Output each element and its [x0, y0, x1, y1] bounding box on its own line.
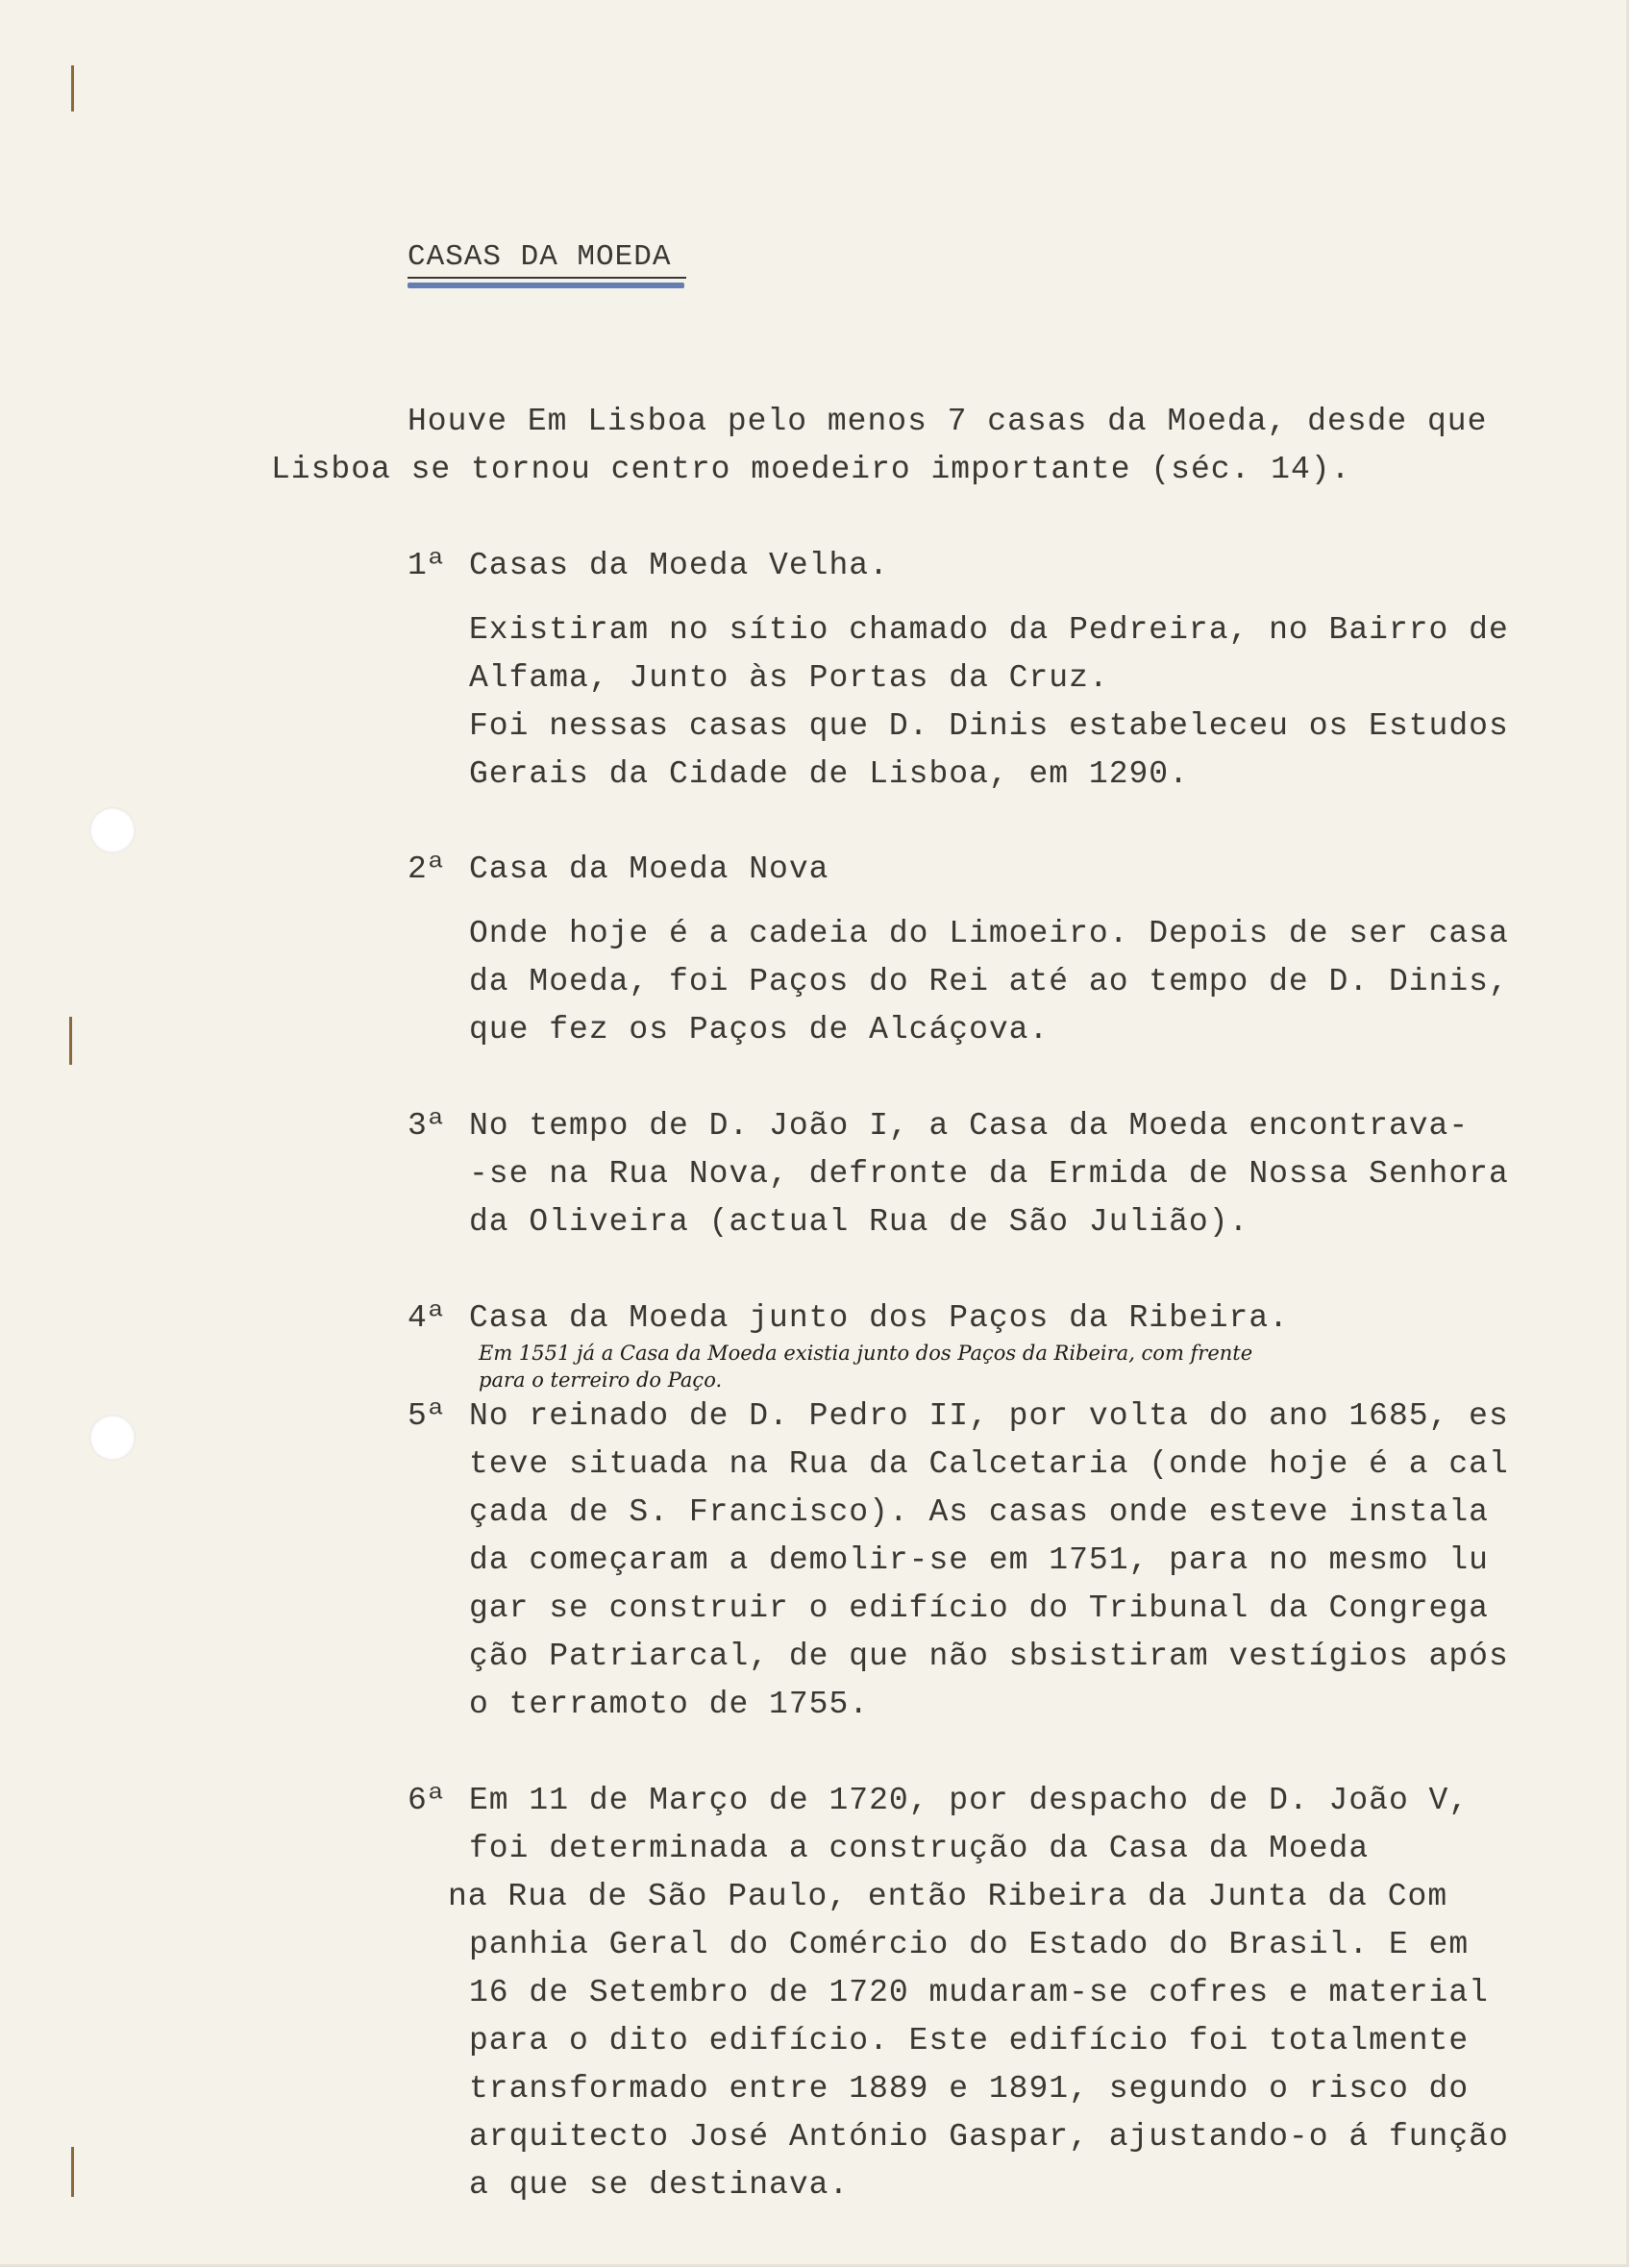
staple-mark-bottom: [71, 2147, 74, 2197]
section-line: Existiram no sítio chamado da Pedreira, no Bairro de: [469, 612, 1509, 648]
punch-hole-upper: [89, 807, 136, 853]
section-line: Gerais da Cidade de Lisboa, em 1290.: [469, 756, 1189, 792]
section-line: Em 11 de Março de 1720, por despacho de D. João V,: [469, 1783, 1470, 1818]
intro-line: Lisboa se tornou centro moedeiro importante (séc. 14).: [271, 452, 1351, 487]
section-line: arquitecto José António Gaspar, ajustando-o á função: [469, 2119, 1509, 2155]
section-number: 1ª: [408, 548, 446, 583]
document-title: CASAS DA MOEDA: [408, 240, 672, 274]
section-line: teve situada na Rua da Calcetaria (onde hoje é a cal: [469, 1446, 1509, 1482]
section-line: para o dito edifício. Este edifício foi totalmente: [469, 2023, 1470, 2058]
section-line: No tempo de D. João I, a Casa da Moeda encontrava-: [469, 1108, 1470, 1144]
staple-mark-top: [71, 65, 74, 111]
section-line: na Rua de São Paulo, então Ribeira da Junta da Com: [448, 1879, 1448, 1914]
section-line: transformado entre 1889 e 1891, segundo o risco do: [469, 2071, 1470, 2107]
section-number: 4ª: [408, 1300, 446, 1336]
section-line: panhia Geral do Comércio do Estado do Brasil. E em: [469, 1927, 1470, 1962]
section-line: No reinado de D. Pedro II, por volta do ano 1685, es: [469, 1398, 1509, 1434]
section-line: 16 de Setembro de 1720 mudaram-se cofres e material: [469, 1975, 1489, 2010]
section-heading: Casa da Moeda Nova: [469, 851, 829, 887]
section-line: a que se destinava.: [469, 2167, 850, 2203]
section-line: da começaram a demolir-se em 1751, para no mesmo lu: [469, 1542, 1489, 1578]
section-heading: Casas da Moeda Velha.: [469, 548, 889, 583]
handwritten-note: para o terreiro do Paço.: [479, 1368, 723, 1392]
section-line: que fez os Paços de Alcáçova.: [469, 1012, 1050, 1048]
section-heading: Casa da Moeda junto dos Paços da Ribeira.: [469, 1300, 1289, 1336]
section-line: foi determinada a construção da Casa da Moeda: [469, 1831, 1370, 1866]
section-line: ção Patriarcal, de que não sbsistiram vestígios após: [469, 1639, 1509, 1674]
staple-mark-middle: [69, 1017, 72, 1065]
section-line: Onde hoje é a cadeia do Limoeiro. Depois de ser casa: [469, 916, 1509, 951]
section-line: çada de S. Francisco). As casas onde esteve instala: [469, 1494, 1489, 1530]
section-number: 5ª: [408, 1398, 446, 1434]
handwritten-note: Em 1551 já a Casa da Moeda existia junto dos Paços da Ribeira, com frente: [479, 1342, 1253, 1365]
section-line: da Oliveira (actual Rua de São Julião).: [469, 1204, 1249, 1240]
punch-hole-lower: [89, 1415, 136, 1461]
section-line: Foi nessas casas que D. Dinis estabeleceu os Estudos: [469, 708, 1509, 744]
section-line: gar se construir o edifício do Tribunal da Congrega: [469, 1590, 1489, 1626]
section-number: 3ª: [408, 1108, 446, 1144]
section-line: -se na Rua Nova, defronte da Ermida de Nossa Senhora: [469, 1156, 1509, 1192]
section-line: da Moeda, foi Paços do Rei até ao tempo de D. Dinis,: [469, 964, 1509, 999]
intro-line: Houve Em Lisboa pelo menos 7 casas da Moeda, desde que: [408, 404, 1488, 439]
section-line: o terramoto de 1755.: [469, 1687, 870, 1722]
title-highlight: [408, 283, 684, 288]
section-number: 2ª: [408, 851, 446, 887]
section-number: 6ª: [408, 1783, 446, 1818]
section-line: Alfama, Junto às Portas da Cruz.: [469, 660, 1109, 696]
title-underline: [408, 277, 686, 279]
